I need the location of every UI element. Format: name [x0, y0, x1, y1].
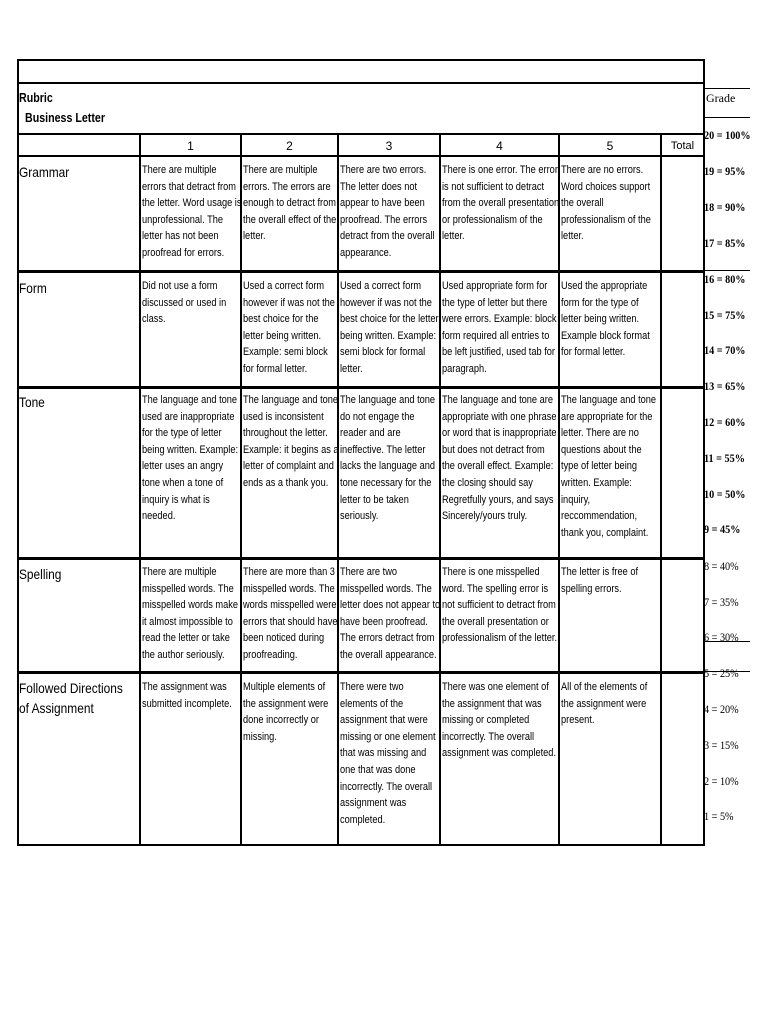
grade-item: 8 = 40%	[704, 559, 739, 573]
column-divider	[139, 133, 141, 846]
grade-item: 14 = 70%	[704, 343, 746, 357]
grade-heading: Grade	[706, 91, 736, 105]
grade-item: 3 = 15%	[704, 738, 739, 752]
rubric-cell: There was one element of the assignment that was missing or completed incorrectly. The overall assignment was completed.	[442, 681, 557, 760]
grade-item: 10 = 50%	[704, 487, 746, 501]
rubric-subtitle: Business Letter	[25, 110, 105, 125]
rubric-cell: There were two elements of the assignment that were missing or one element that was missing and one that was done incorrectly. The overall assignment was completed.	[340, 681, 436, 826]
column-header-5: 5	[606, 139, 614, 153]
grade-item: 17 = 85%	[704, 236, 746, 250]
column-header-4: 4	[496, 139, 503, 153]
grade-item: 7 = 35%	[704, 595, 739, 609]
rubric-cell: Did not use a form discussed or used in class.	[142, 280, 227, 326]
rubric-cell: Used a correct form however if was not the best choice for the letter being written. Example: semi block for formal letter.	[340, 280, 439, 375]
rubric-cell: The language and tone are appropriate with one phrase or word that is inappropriate but does not detract from the overall effect. Example: the closing should say Regretfully yours, and says Sincerely/yours truly.	[442, 394, 557, 523]
grade-item: 16 = 80%	[704, 272, 746, 286]
divider	[17, 386, 705, 389]
grade-item: 12 = 60%	[704, 415, 746, 429]
grade-item: 2 = 10%	[704, 774, 739, 788]
grade-item: 9 = 45%	[704, 522, 741, 536]
rubric-cell: The language and tone are appropriate for the letter. There are no questions about the type of letter being written. Example: inquiry, reccommendation, thank you, complaint.	[561, 394, 657, 539]
rubric-cell: The language and tone used is inconsistent throughout the letter. Example: it begins as a letter of complaint and ends as a thank you.	[243, 394, 339, 489]
grade-item: 6 = 30%	[704, 630, 739, 644]
rubric-cell: There are no errors. Word choices support the overall professionalism of the letter.	[561, 164, 651, 243]
rubric-cell: Used appropriate form for the type of letter but there were errors. Example: block form required all entries to be left justified, used tab for paragraph.	[442, 280, 557, 375]
rubric-cell: There is one misspelled word. The spelling error is not sufficient to detract from the overall presentation or professionalism of the letter.	[442, 566, 558, 645]
rubric-title: Rubric	[19, 90, 53, 105]
grade-divider	[705, 88, 750, 89]
rubric-cell: The language and tone used are inappropriate for the type of letter being written. Example: letter uses an angry tone when a tone of inquiry is what is needed.	[142, 394, 239, 523]
divider	[17, 671, 705, 674]
grade-item: 19 = 95%	[704, 164, 746, 178]
grade-item: 13 = 65%	[704, 379, 746, 393]
rubric-cell: There are multiple misspelled words. The misspelled words make it almost impossible to read the letter or take the author seriously.	[142, 566, 239, 661]
grade-item: 20 = 100%	[704, 128, 751, 142]
rubric-cell: There are multiple errors. The errors are enough to detract from the overall effect of the letter.	[243, 164, 337, 243]
row-category: Grammar	[19, 164, 70, 180]
rubric-cell: The language and tone do not engage the reader and are ineffective. The letter lacks the language and tone necessary for the letter to be taken seriously.	[340, 394, 436, 523]
grade-item: 15 = 75%	[704, 308, 746, 322]
row-category: Form	[19, 280, 47, 296]
column-header-1: 1	[187, 139, 194, 153]
grade-divider	[705, 117, 750, 118]
grade-divider	[705, 270, 750, 271]
rubric-cell: All of the elements of the assignment were present.	[561, 681, 648, 727]
grade-item: 5 = 25%	[704, 666, 739, 680]
rubric-cell: Used the appropriate form for the type of letter being written. Example block format for formal letter.	[561, 280, 650, 359]
rubric-cell: Used a correct form however if was not the best choice for the letter being written. Example: semi block for formal letter.	[243, 280, 335, 375]
rubric-cell: There are two errors. The letter does not appear to have been proofread. The errors detract from the overall appearance.	[340, 164, 435, 259]
divider	[17, 270, 705, 273]
rubric-cell: There are more than 3 misspelled words. The words misspelled were errors that should have been noticed during proofreading.	[243, 566, 338, 661]
title-bar	[17, 59, 705, 84]
rubric-cell: There is one error. The error is not sufficient to detract from the overall presentation or professionalism of the letter.	[442, 164, 560, 243]
rubric-cell: The assignment was submitted incomplete.	[142, 681, 232, 710]
row-category: Tone	[19, 394, 45, 410]
rubric-cell: There are multiple errors that detract from the letter. Word usage is unprofessional. The letter has not been proofread for errors.	[142, 164, 242, 259]
grade-item: 11 = 55%	[704, 451, 745, 465]
row-category: Spelling	[19, 566, 62, 582]
column-header-3: 3	[385, 139, 393, 153]
rubric-cell: Multiple elements of the assignment were done incorrectly or missing.	[243, 681, 329, 743]
row-category: Followed Directions of Assignment	[19, 680, 123, 716]
rubric-cell: The letter is free of spelling errors.	[561, 566, 639, 595]
divider	[17, 557, 705, 560]
column-header-2: 2	[286, 139, 293, 153]
column-header-total: Total	[670, 140, 695, 152]
grade-item: 18 = 90%	[704, 200, 746, 214]
rubric-cell: There are two misspelled words. The letter does not appear to have been proofread. The errors detract from the overall appearance.	[340, 566, 441, 661]
grade-item: 1 = 5%	[704, 809, 734, 823]
grade-item: 4 = 20%	[704, 702, 739, 716]
